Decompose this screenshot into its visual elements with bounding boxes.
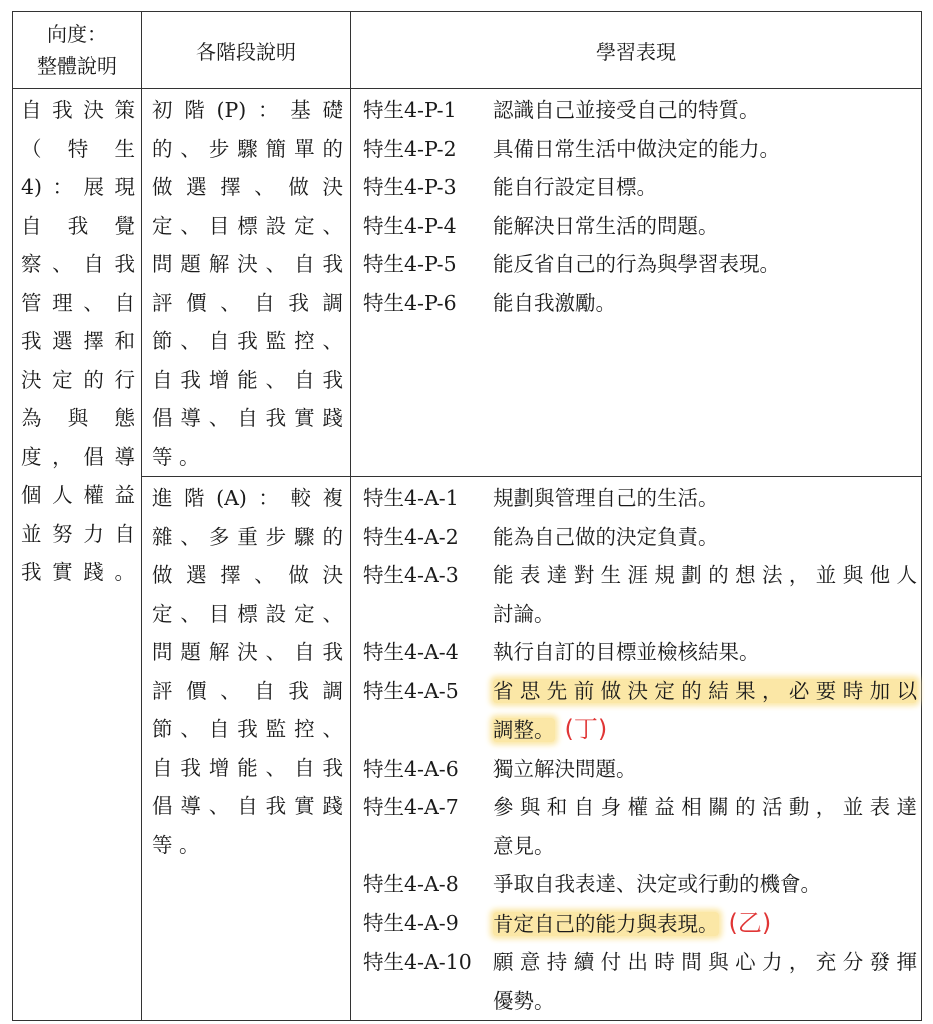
performance-text — [493, 168, 917, 207]
performance-item — [363, 130, 917, 169]
performance-code: 特生4-P-3 — [363, 175, 457, 199]
performance-code: 特生4-P-4 — [363, 213, 457, 238]
text-segment: 願意持續付出時間與心力，充分發揮 — [493, 950, 917, 974]
advanced-performance-cell — [351, 477, 922, 1021]
text-segment: 能自我激勵。 — [493, 290, 616, 315]
performance-code: 特生4-A-3 — [363, 563, 459, 587]
performance-text-line — [493, 91, 917, 130]
performance-text — [493, 245, 917, 284]
performance-code: 特生4-A-5 — [363, 678, 459, 703]
performance-item — [363, 865, 917, 904]
performance-code: 特生4-A-6 — [363, 756, 459, 781]
stage-line: 等 。 — [152, 832, 200, 857]
header-dimension — [13, 12, 142, 89]
performance-code: 特生4-P-6 — [363, 290, 457, 315]
performance-text-line — [493, 788, 917, 827]
basic-stage-row — [13, 89, 922, 477]
performance-text-line — [493, 982, 917, 1021]
performance-text-line — [493, 556, 917, 595]
stage-line: 自我增能、自我 — [152, 755, 343, 780]
performance-text-line — [493, 130, 917, 169]
performance-text — [493, 479, 917, 518]
stage-line: 定、目標設定、 — [152, 601, 343, 626]
performance-item — [363, 479, 917, 518]
stage-line: 進階(A)：較複 — [152, 486, 343, 510]
performance-text — [493, 130, 917, 169]
stage-line: 倡導、自我實踐 — [152, 406, 343, 430]
performance-text — [493, 788, 917, 865]
performance-text — [493, 207, 917, 246]
text-segment: 討論。 — [493, 601, 555, 626]
dimension-line: 決定的行 — [21, 367, 135, 392]
performance-item — [363, 245, 917, 284]
performance-text — [493, 750, 917, 789]
performance-code: 特生4-A-8 — [363, 872, 459, 896]
performance-text-line — [493, 518, 917, 557]
performance-text-line — [493, 284, 917, 323]
stage-line: 倡導、自我實踐 — [152, 794, 343, 818]
highlighted-text: 省思先前做決定的結果，必要時加以 — [493, 678, 917, 703]
performance-item — [363, 943, 917, 1020]
stage-line: 初階(P)：基礎 — [152, 98, 343, 122]
performance-item — [363, 750, 917, 789]
text-segment: 優勢。 — [493, 988, 555, 1013]
performance-text — [493, 943, 917, 1020]
handwritten-annotation: (丁) — [564, 715, 608, 743]
stage-line: 雜、多重步驟的 — [152, 524, 343, 549]
handwritten-annotation: (乙) — [728, 908, 772, 937]
performance-text-line — [493, 865, 917, 904]
performance-item — [363, 788, 917, 865]
dimension-line: 我實踐。 — [21, 560, 135, 584]
performance-text-line — [493, 710, 917, 750]
dimension-line: 度，倡導 — [21, 444, 135, 469]
performance-code: 特生4-A-1 — [363, 486, 459, 510]
performance-text-line — [493, 750, 917, 789]
performance-item — [363, 672, 917, 750]
performance-item — [363, 518, 917, 557]
header-stage: 各階段說明 — [142, 12, 351, 89]
dimension-line: 為 與 態 — [21, 406, 135, 430]
dimension-description-cell — [13, 89, 142, 1021]
performance-code: 特生4-A-2 — [363, 524, 459, 549]
performance-item — [363, 633, 917, 672]
dimension-line: 並努力自 — [21, 521, 135, 546]
basic-performance-cell — [351, 89, 922, 477]
performance-item — [363, 904, 917, 944]
performance-code: 特生4-A-10 — [363, 950, 472, 974]
highlighted-text: 調整。 — [493, 718, 555, 742]
learning-performance-table — [12, 11, 922, 1021]
stage-line: 節、自我監控、 — [152, 717, 343, 741]
header-performance: 學習表現 — [351, 12, 922, 89]
stage-line: 的、步驟簡單的 — [152, 136, 343, 161]
performance-text — [493, 518, 917, 557]
performance-text-line — [493, 943, 917, 982]
performance-item — [363, 556, 917, 633]
text-segment: 參與和自身權益相關的活動，並表達 — [493, 795, 917, 819]
performance-text — [493, 904, 917, 944]
performance-text-line — [493, 245, 917, 284]
performance-text — [493, 633, 917, 672]
stage-line: 做 選 擇 、 做 決 — [152, 175, 343, 199]
dimension-line: 自我決策 — [21, 98, 135, 122]
performance-text-line — [493, 633, 917, 672]
performance-text — [493, 91, 917, 130]
text-segment: 認識自己並接受自己的特質。 — [493, 98, 760, 122]
dimension-line: 我選擇和 — [21, 329, 135, 353]
performance-text-line — [493, 168, 917, 207]
advanced-stage-row — [13, 477, 922, 1021]
text-segment: 執行自訂的目標並檢核結果。 — [493, 640, 760, 664]
stage-line: 問題解決、自我 — [152, 640, 343, 664]
text-segment: 具備日常生活中做決定的能力。 — [493, 136, 780, 161]
dimension-line: （ 特 生 — [21, 136, 135, 161]
text-segment: 能解決日常生活的問題。 — [493, 213, 719, 238]
performance-item — [363, 207, 917, 246]
header-row — [13, 12, 922, 89]
stage-line: 評 價 、 自 我 調 — [152, 678, 343, 703]
basic-stage-cell — [142, 89, 351, 477]
performance-code: 特生4-P-2 — [363, 136, 457, 161]
dimension-line: 個人權益 — [21, 483, 135, 507]
stage-line: 評 價 、 自 我 調 — [152, 290, 343, 315]
performance-text-line — [493, 595, 917, 634]
performance-item — [363, 284, 917, 323]
text-segment: 獨立解決問題。 — [493, 756, 637, 781]
performance-text-line — [493, 207, 917, 246]
performance-text — [493, 865, 917, 904]
dimension-line: 自 我 覺 — [21, 213, 135, 238]
dimension-line: 管理、自 — [21, 290, 135, 315]
text-segment: 意見。 — [493, 833, 555, 858]
performance-text-line — [493, 904, 917, 944]
advanced-stage-cell — [142, 477, 351, 1021]
performance-text-line — [493, 827, 917, 866]
stage-line: 問題解決、自我 — [152, 252, 343, 276]
header-dimension-line1: 向度： — [47, 22, 107, 46]
text-segment: 能自行設定目標。 — [493, 175, 657, 199]
stage-line: 自我增能、自我 — [152, 367, 343, 392]
header-dimension-line2: 整體說明 — [37, 54, 117, 78]
performance-code: 特生4-P-1 — [363, 98, 457, 122]
stage-line: 節、自我監控、 — [152, 329, 343, 353]
stage-line: 做 選 擇 、 做 決 — [152, 563, 343, 587]
performance-code: 特生4-A-9 — [363, 910, 459, 935]
stage-line: 定、目標設定、 — [152, 213, 343, 238]
highlighted-text: 肯定自己的能力與表現。 — [493, 911, 719, 936]
performance-code: 特生4-P-5 — [363, 252, 457, 276]
performance-text — [493, 284, 917, 323]
performance-item — [363, 168, 917, 207]
performance-text-line — [493, 672, 917, 711]
dimension-line: 4)：展現 — [21, 175, 135, 199]
text-segment: 規劃與管理自己的生活。 — [493, 486, 719, 510]
performance-item — [363, 91, 917, 130]
text-segment: 能為自己做的決定負責。 — [493, 524, 719, 549]
text-segment: 能反省自己的行為與學習表現。 — [493, 252, 780, 276]
text-segment: 爭取自我表達、決定或行動的機會。 — [493, 872, 821, 896]
performance-code: 特生4-A-7 — [363, 795, 459, 819]
performance-code: 特生4-A-4 — [363, 640, 459, 664]
performance-text — [493, 556, 917, 633]
stage-line: 等 。 — [152, 444, 200, 469]
text-segment: 能表達對生涯規劃的想法，並與他人 — [493, 563, 917, 587]
performance-text-line — [493, 479, 917, 518]
performance-text — [493, 672, 917, 750]
dimension-line: 察、自我 — [21, 252, 135, 276]
